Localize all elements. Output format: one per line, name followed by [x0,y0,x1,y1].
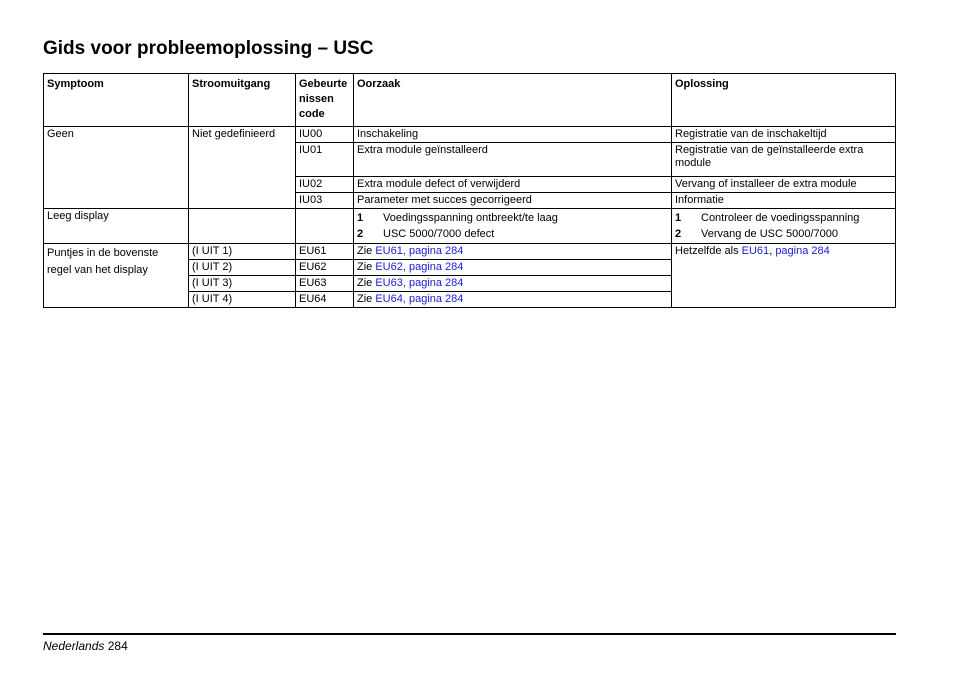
see-prefix: Zie [357,277,373,289]
event-code-cell: IU02 [296,177,354,193]
list-text: Controleer de voedingsspanning [701,212,860,224]
header-cause: Oorzaak [354,74,672,127]
troubleshooting-table [43,73,896,308]
solution-list-item [675,210,892,226]
solution-cell: Vervang of installeer de extra module [672,177,896,193]
output-cell: (I UIT 1) [189,244,296,260]
solution-cell [672,209,896,244]
list-number: 2 [675,228,682,240]
symptom-cell: Puntjes in de bovenste regel van het display [44,244,189,308]
symptom-cell: Leeg display [44,209,189,244]
list-number: 1 [357,212,364,224]
solution-cell [672,244,896,308]
output-cell: Niet gedefinieerd [189,127,296,209]
list-text: Vervang de USC 5000/7000 [701,228,838,240]
footer-language: Nederlands [43,639,105,653]
solution-list-item [675,226,892,242]
table-row [44,209,896,244]
cause-cell [354,276,672,292]
cause-cell: Extra module geïnstalleerd [354,143,672,177]
header-solution: Oplossing [672,74,896,127]
header-event-code: Gebeurte nissen code [296,74,354,127]
see-prefix: Zie [357,261,373,273]
table-row [44,127,896,143]
event-code-cell: EU64 [296,292,354,308]
event-code-cell: EU61 [296,244,354,260]
see-prefix: Zie [357,293,373,305]
output-cell: (I UIT 3) [189,276,296,292]
cross-reference-link[interactable]: EU61 [741,245,770,257]
separator: , [769,245,773,257]
cause-cell: Extra module defect of verwijderd [354,177,672,193]
page-footer [43,639,128,654]
output-cell [189,209,296,244]
header-symptom: Symptoom [44,74,189,127]
list-text: Voedingsspanning ontbreekt/te laag [383,212,558,224]
cause-cell [354,292,672,308]
cause-list-item [357,226,668,242]
header-output: Stroomuitgang [189,74,296,127]
event-code-cell: EU62 [296,260,354,276]
symptom-cell: Geen [44,127,189,209]
cause-list-item [357,210,668,226]
see-prefix: Zie [357,245,373,257]
cause-cell [354,260,672,276]
output-cell: (I UIT 2) [189,260,296,276]
cross-reference-link[interactable]: EU61, pagina 284 [375,245,464,257]
table-header-row [44,74,896,127]
solution-cell: Informatie [672,193,896,209]
cross-reference-link[interactable]: EU64, pagina 284 [375,293,464,305]
cause-cell [354,244,672,260]
cross-reference-link[interactable]: EU63, pagina 284 [375,277,464,289]
cause-cell: Parameter met succes gecorrigeerd [354,193,672,209]
cross-reference-link[interactable]: EU62, pagina 284 [375,261,464,273]
solution-cell: Registratie van de geïnstalleerde extra module [672,143,896,177]
footer-page-number: 284 [107,639,128,653]
cause-cell: Inschakeling [354,127,672,143]
event-code-cell: IU00 [296,127,354,143]
solution-cell: Registratie van de inschakeltijd [672,127,896,143]
list-number: 2 [357,228,364,240]
event-code-cell: IU03 [296,193,354,209]
solution-prefix: Hetzelfde als [675,245,739,257]
event-code-cell: EU63 [296,276,354,292]
output-cell: (I UIT 4) [189,292,296,308]
cross-reference-link[interactable]: pagina 284 [775,245,830,257]
list-text: USC 5000/7000 defect [383,228,495,240]
event-code-cell: IU01 [296,143,354,177]
event-code-cell [296,209,354,244]
list-number: 1 [675,212,682,224]
cause-cell [354,209,672,244]
footer-divider [43,633,896,635]
table-row [44,244,896,260]
page-title: Gids voor probleemoplossing – USC [43,38,374,59]
